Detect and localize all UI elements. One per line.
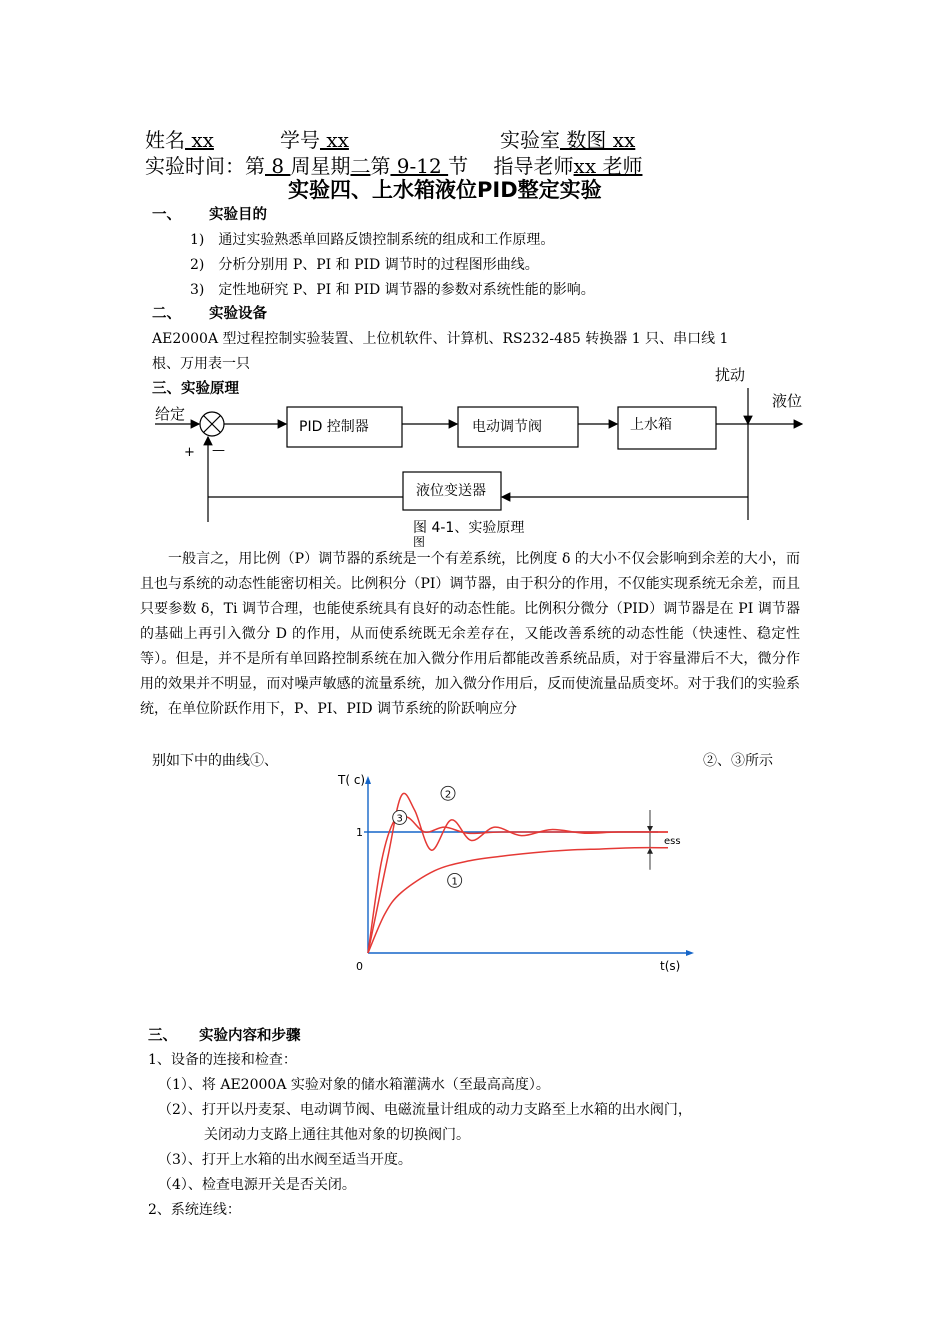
section-2-title: 实验设备 bbox=[209, 306, 267, 322]
ess-arrow-top bbox=[647, 826, 653, 832]
step-1: （1）、将 AE2000A 实验对象的储水箱灌满水（至最高高度）。 bbox=[158, 1077, 550, 1093]
lab-room bbox=[500, 124, 635, 153]
disturbance-label: 扰动 bbox=[715, 366, 746, 384]
name-label: 姓名 bbox=[145, 128, 185, 152]
step-response-chart bbox=[330, 770, 700, 980]
diagram-caption-extra: 图 bbox=[413, 535, 426, 547]
tank-label: 上水箱 bbox=[630, 417, 672, 433]
pid-controller-label: PID 控制器 bbox=[299, 419, 369, 435]
section-2-heading bbox=[152, 302, 267, 323]
section-4-title: 实验内容和步骤 bbox=[199, 1028, 301, 1044]
lab-label: 实验室 bbox=[500, 128, 560, 152]
valve-label: 电动调节阀 bbox=[472, 419, 542, 435]
curve-label-1: 1 bbox=[451, 876, 458, 888]
curve-label-2: 2 bbox=[444, 789, 452, 801]
x-axis-arrow bbox=[686, 950, 694, 956]
lab-value: 数图 xx bbox=[560, 128, 636, 152]
period-unit: 节 bbox=[448, 154, 469, 178]
principle-last-right: ②、③所示 bbox=[703, 753, 773, 769]
curve-2 bbox=[368, 793, 668, 953]
curve-label-3: 3 bbox=[396, 813, 403, 825]
week-value: 8 bbox=[265, 154, 291, 178]
period-label: 第 bbox=[370, 154, 391, 178]
plus-sign: + bbox=[184, 445, 195, 460]
principle-paragraph: 一般言之，用比例（P）调节器的系统是一个有差系统，比例度 δ 的大小不仅会影响到余差的大小，而且也与系统的动态性能密切相关。比例积分（PI）调节器，由于积分的作用，不仅能实现系统无余差，而且只要参数 δ，Ti 调节合理，也能使系统具有良好的动态性能。比例积分微分（PID）调节器是在 PI 调节器的基础上再引入微分 D 的作用，从而使系统既无余差存在，又能改善系统的动态性能（快速性、稳定性等）。但是，并不是所有单回路控制系统在加入微分作用后都能改善系统品质，对于容量滞后不大，微分作用的效果并不明显，而对噪声敏感的流量系统，加入微分作用后，反而使流量品质变坏。对于我们的实验系统，在单位阶跃作用下，P、PI、PID 调节系统的阶跃响应分 bbox=[140, 551, 800, 717]
chart-axes bbox=[364, 776, 694, 956]
header-line-1 bbox=[145, 124, 214, 153]
curve-1 bbox=[368, 848, 668, 953]
y-axis-arrow bbox=[365, 776, 371, 784]
student-id bbox=[280, 124, 349, 153]
transmitter-label: 液位变送器 bbox=[416, 483, 486, 499]
objective-2: 2) 分析分别用 P、PI 和 PID 调节时的过程图形曲线。 bbox=[190, 257, 539, 273]
chart-ess-label: ess bbox=[664, 836, 681, 847]
step-4: （4）、检查电源开关是否关闭。 bbox=[158, 1177, 356, 1193]
step-2-cont: 关闭动力支路上通往其他对象的切换阀门。 bbox=[204, 1127, 470, 1143]
id-label: 学号 bbox=[280, 128, 320, 152]
objective-3: 3) 定性地研究 P、PI 和 PID 调节器的参数对系统性能的影响。 bbox=[190, 282, 595, 298]
chart-ytick-1: 1 bbox=[356, 826, 363, 839]
equipment-line-1: AE2000A 型过程控制实验装置、上位机软件、计算机、RS232-485 转换器 1 只、串口线 1 bbox=[152, 331, 729, 347]
setpoint-label: 给定 bbox=[155, 405, 186, 423]
page-title: 实验四、上水箱液位PID整定实验 bbox=[288, 178, 602, 202]
week-label: 周星期 bbox=[290, 154, 351, 178]
section-1-num: 一、 bbox=[152, 207, 181, 223]
section-4-num: 三、 bbox=[148, 1028, 177, 1044]
output-label: 液位 bbox=[772, 392, 803, 410]
step-3: （3）、打开上水箱的出水阀至适当开度。 bbox=[158, 1152, 412, 1168]
section-2-num: 二、 bbox=[152, 306, 181, 322]
steps-item-2: 2、系统连线： bbox=[148, 1202, 241, 1218]
objective-1: 1) 通过实验熟悉单回路反馈控制系统的组成和工作原理。 bbox=[190, 232, 555, 248]
chart-curves bbox=[368, 786, 668, 953]
section-4-heading bbox=[148, 1024, 301, 1045]
summing-junction bbox=[200, 412, 224, 436]
period-value: 9-12 bbox=[390, 154, 449, 178]
section-1-heading bbox=[152, 203, 267, 224]
id-value: xx bbox=[320, 128, 349, 152]
day-value: 二 bbox=[350, 154, 371, 178]
steps-item-1: 1、设备的连接和检查： bbox=[148, 1052, 297, 1068]
chart-origin: 0 bbox=[356, 960, 363, 973]
teacher-value: xx 老师 bbox=[573, 154, 643, 178]
block-diagram bbox=[150, 362, 830, 547]
chart-xlabel: t(s) bbox=[660, 959, 681, 973]
minus-sign: — bbox=[212, 443, 225, 458]
chart-ylabel: T( c) bbox=[338, 773, 366, 787]
equipment-line-2: 根、万用表一只 bbox=[152, 356, 250, 372]
name-value: xx bbox=[185, 128, 214, 152]
section-3-heading: 三、实验原理 bbox=[152, 381, 239, 397]
step-2: （2）、打开以丹麦泵、电动调节阀、电磁流量计组成的动力支路至上水箱的出水阀门， bbox=[158, 1102, 692, 1118]
section-1-title: 实验目的 bbox=[209, 207, 267, 223]
principle-last-left: 别如下中的曲线①、 bbox=[152, 753, 278, 769]
teacher-label: 指导老师 bbox=[493, 154, 574, 178]
ess-arrow-bottom bbox=[647, 848, 653, 854]
diagram-caption: 图 4-1、实验原理 bbox=[413, 520, 525, 536]
time-label: 实验时间：第 bbox=[145, 154, 265, 178]
